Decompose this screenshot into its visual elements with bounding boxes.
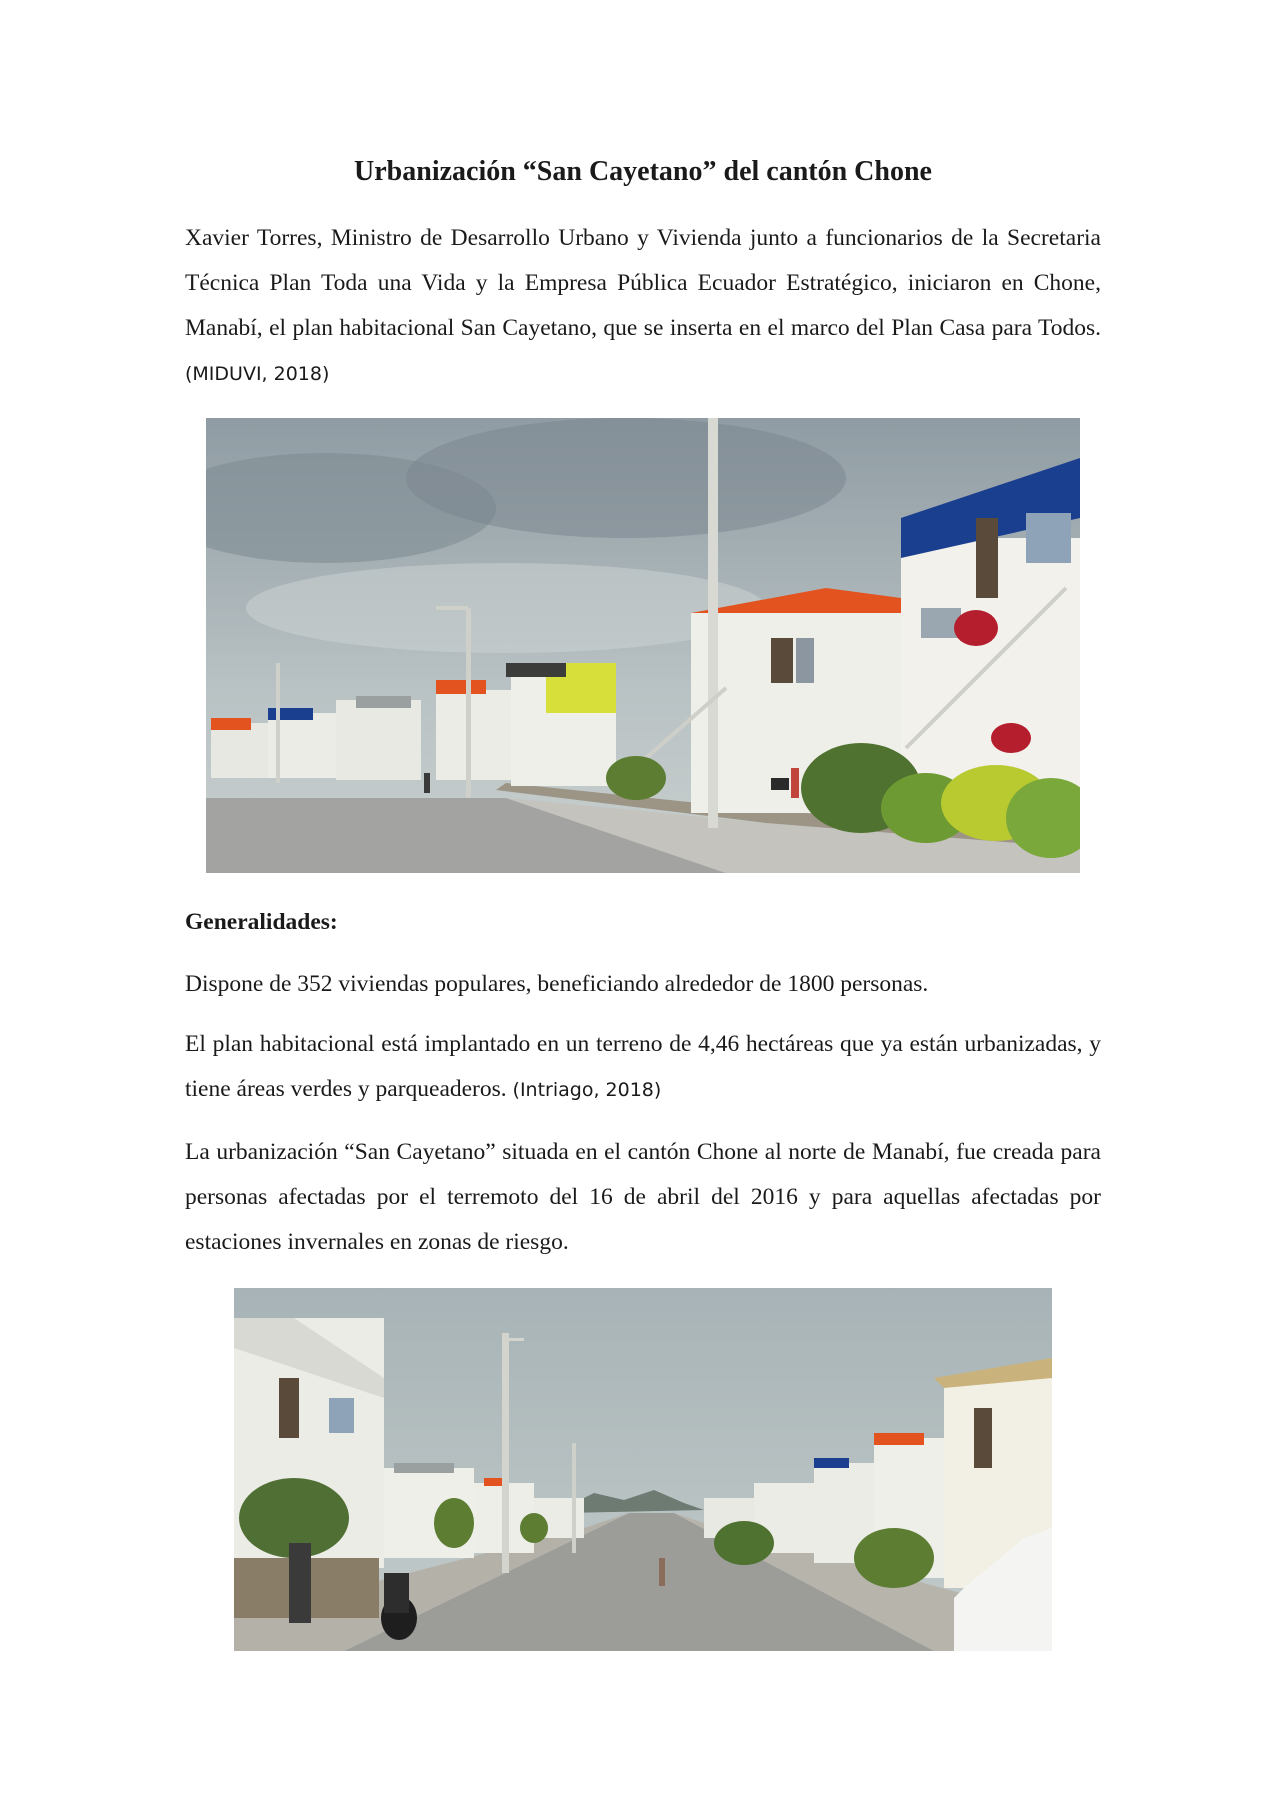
terreno-citation: (Intriago, 2018) bbox=[512, 1079, 662, 1101]
light-pole bbox=[708, 418, 718, 828]
ubicacion-paragraph: La urbanización “San Cayetano” situada en el cantón Chone al norte de Manabí, fue creada para personas afectadas por el terremoto del 16 de abril del 2016 y para aquellas afectadas por estaciones invernales en zonas de riesgo. bbox=[185, 1139, 1101, 1255]
viviendas-paragraph: Dispone de 352 viviendas populares, beneficiando alrededor de 1800 personas. bbox=[185, 971, 929, 997]
page-title: Urbanización “San Cayetano” del cantón Chone bbox=[354, 156, 932, 187]
light-pole bbox=[502, 1333, 509, 1573]
terreno-paragraph bbox=[185, 1022, 1101, 1113]
intro-paragraph bbox=[185, 216, 1101, 397]
terreno-text: El plan habitacional está implantado en un terreno de 4,46 hectáreas que ya están urbanizadas, y tiene áreas verdes y parqueaderos. bbox=[185, 1031, 1101, 1102]
street-photo-1 bbox=[206, 418, 1080, 873]
intro-text: Xavier Torres, Ministro de Desarrollo Urbano y Vivienda junto a funcionarios de la Secretaria Técnica Plan Toda una Vida y la Empresa Pública Ecuador Estratégico, iniciaron en Chone, Manabí, el plan habitacional San Cayetano, que se inserta en el marco del Plan Casa para Todos. bbox=[185, 225, 1101, 341]
street-photo-2 bbox=[234, 1288, 1052, 1651]
section-heading: Generalidades: bbox=[185, 909, 338, 935]
intro-citation: (MIDUVI, 2018) bbox=[185, 363, 330, 385]
